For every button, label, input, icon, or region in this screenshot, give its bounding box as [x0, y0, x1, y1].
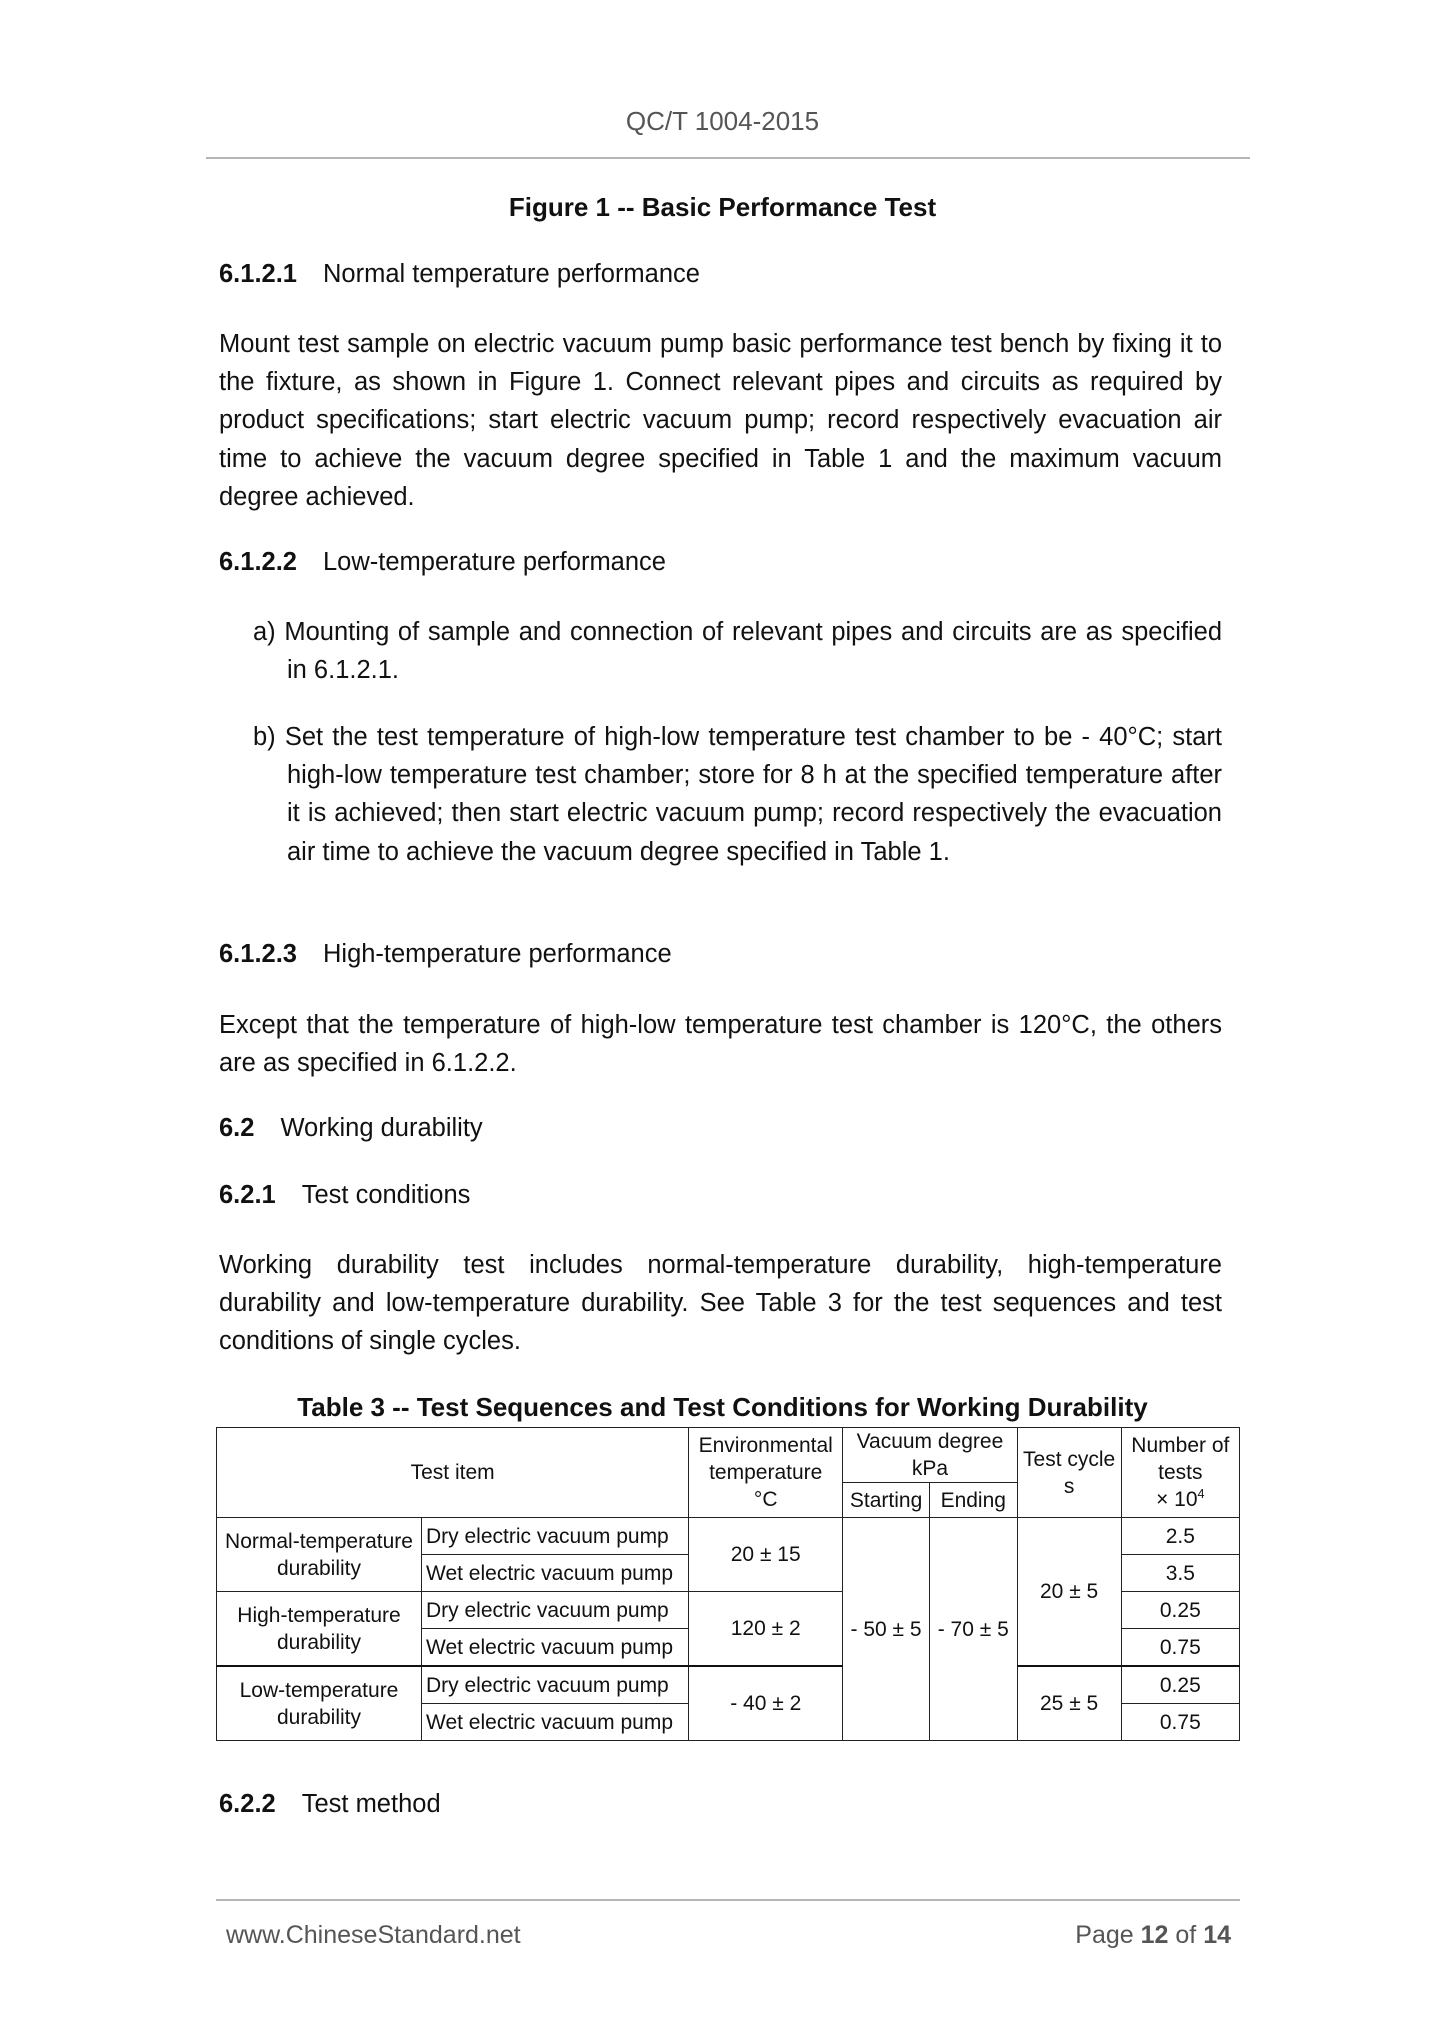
number-of-tests: 0.75 [1121, 1704, 1239, 1741]
pump-type: Wet electric vacuum pump [422, 1704, 689, 1741]
header-text: temperature [709, 1461, 823, 1484]
unit-exponent: 4 [1197, 1487, 1205, 1501]
footer-website-link[interactable]: www.ChineseStandard.net [226, 1921, 521, 1949]
pump-type: Dry electric vacuum pump [422, 1518, 689, 1555]
number-of-tests: 0.25 [1121, 1666, 1239, 1704]
header-unit: s [1063, 1474, 1075, 1498]
paragraph-test-conditions: Working durability test includes normal-temperature durability, high-temperature durability and low-temperature durability. See Table 3 for the test sequences and test conditions of single cycles. [219, 1251, 1222, 1356]
header-unit: kPa [911, 1457, 948, 1480]
number-of-tests: 2.5 [1121, 1518, 1239, 1555]
paragraph-normal-temperature: Mount test sample on electric vacuum pump basic performance test bench by fixing it to the fixture, as shown in Figure 1. Connect relevant pipes and circuits as required by product specifications; start electric vacuum pump; record respectively evacuation air time to achieve the vacuum degree specified in Table 1 and the maximum vacuum degree achieved. [219, 330, 1222, 511]
section-title: High-temperature performance [322, 940, 672, 968]
header-divider [206, 157, 1250, 159]
vacuum-starting: - 50 ± 5 [843, 1518, 930, 1741]
header-text: Test cycle [1023, 1447, 1116, 1471]
header-text: Vacuum degree [856, 1430, 1004, 1453]
section-title: Test conditions [301, 1181, 471, 1209]
section-number: 6.1.2.3 [219, 940, 297, 968]
section-number: 6.2 [219, 1114, 255, 1142]
header-vacuum-degree [843, 1428, 1017, 1483]
pump-type: Dry electric vacuum pump [422, 1592, 689, 1629]
unit-base: × 10 [1156, 1488, 1198, 1511]
header-test-cycle [1017, 1428, 1121, 1518]
test-cycle: 20 ± 5 [1017, 1518, 1121, 1667]
section-title: Low-temperature performance [322, 548, 666, 576]
page-total: 14 [1203, 1921, 1231, 1949]
section-number: 6.2.1 [219, 1181, 276, 1209]
table-row [217, 1666, 1240, 1704]
header-test-item: Test item [217, 1428, 689, 1518]
list-item-a: a) Mounting of sample and connection of relevant pipes and circuits are as specified in 6.1.2.1. [253, 618, 1222, 685]
document-id-header: QC/T 1004-2015 [625, 106, 820, 136]
section-heading-6-1-2-1 [219, 260, 700, 289]
group-name: Normal-temperature durability [217, 1518, 422, 1592]
header-text: Environmental [698, 1434, 833, 1457]
section-heading-6-2-2 [219, 1790, 441, 1819]
pump-type: Wet electric vacuum pump [422, 1555, 689, 1592]
number-of-tests: 3.5 [1121, 1555, 1239, 1592]
header-starting: Starting [843, 1483, 930, 1518]
durability-table [216, 1427, 1240, 1741]
vacuum-ending: - 70 ± 5 [929, 1518, 1017, 1741]
header-env-temp [689, 1428, 843, 1518]
header-number-of-tests [1121, 1428, 1239, 1518]
page-label: Page [1075, 1921, 1134, 1949]
section-heading-6-2 [219, 1114, 483, 1143]
page-of: of [1175, 1921, 1197, 1949]
pump-type: Dry electric vacuum pump [422, 1666, 689, 1704]
env-temp: - 40 ± 2 [689, 1666, 843, 1741]
section-heading-6-1-2-3 [219, 940, 672, 969]
group-name: Low-temperature durability [217, 1666, 422, 1741]
footer-divider [216, 1899, 1240, 1901]
section-title: Test method [301, 1790, 441, 1818]
test-cycle: 25 ± 5 [1017, 1666, 1121, 1741]
table-title: Table 3 -- Test Sequences and Test Conditions for Working Durability [297, 1392, 1148, 1422]
header-text: tests [1158, 1461, 1203, 1484]
header-text: Number of [1131, 1434, 1230, 1457]
header-ending: Ending [929, 1483, 1017, 1518]
page-current: 12 [1140, 1921, 1169, 1949]
section-number: 6.2.2 [219, 1790, 276, 1818]
section-title: Normal temperature performance [322, 260, 700, 288]
number-of-tests: 0.75 [1121, 1629, 1239, 1667]
paragraph-high-temperature: Except that the temperature of high-low temperature test chamber is 120°C, the others are as specified in 6.1.2.2. [219, 1011, 1222, 1078]
page-indicator [1075, 1921, 1231, 1950]
table-row [217, 1518, 1240, 1555]
env-temp: 20 ± 15 [689, 1518, 843, 1592]
figure-caption: Figure 1 -- Basic Performance Test [508, 192, 937, 222]
header-unit [1124, 1486, 1237, 1513]
section-heading-6-2-1 [219, 1181, 470, 1210]
section-heading-6-1-2-2 [219, 548, 666, 577]
section-title: Working durability [280, 1114, 483, 1142]
header-unit: °C [753, 1488, 778, 1511]
env-temp: 120 ± 2 [689, 1592, 843, 1667]
pump-type: Wet electric vacuum pump [422, 1629, 689, 1667]
section-number: 6.1.2.2 [219, 548, 297, 576]
number-of-tests: 0.25 [1121, 1592, 1239, 1629]
section-number: 6.1.2.1 [219, 260, 297, 288]
list-item-b: b) Set the test temperature of high-low temperature test chamber to be - 40°C; start high-low temperature test chamber; store for 8 h at the specified temperature after it is achieved; then start electric vacuum pump; record respectively the evacuation air time to achieve the vacuum degree specified in Table 1. [253, 723, 1222, 866]
group-name: High-temperature durability [217, 1592, 422, 1667]
